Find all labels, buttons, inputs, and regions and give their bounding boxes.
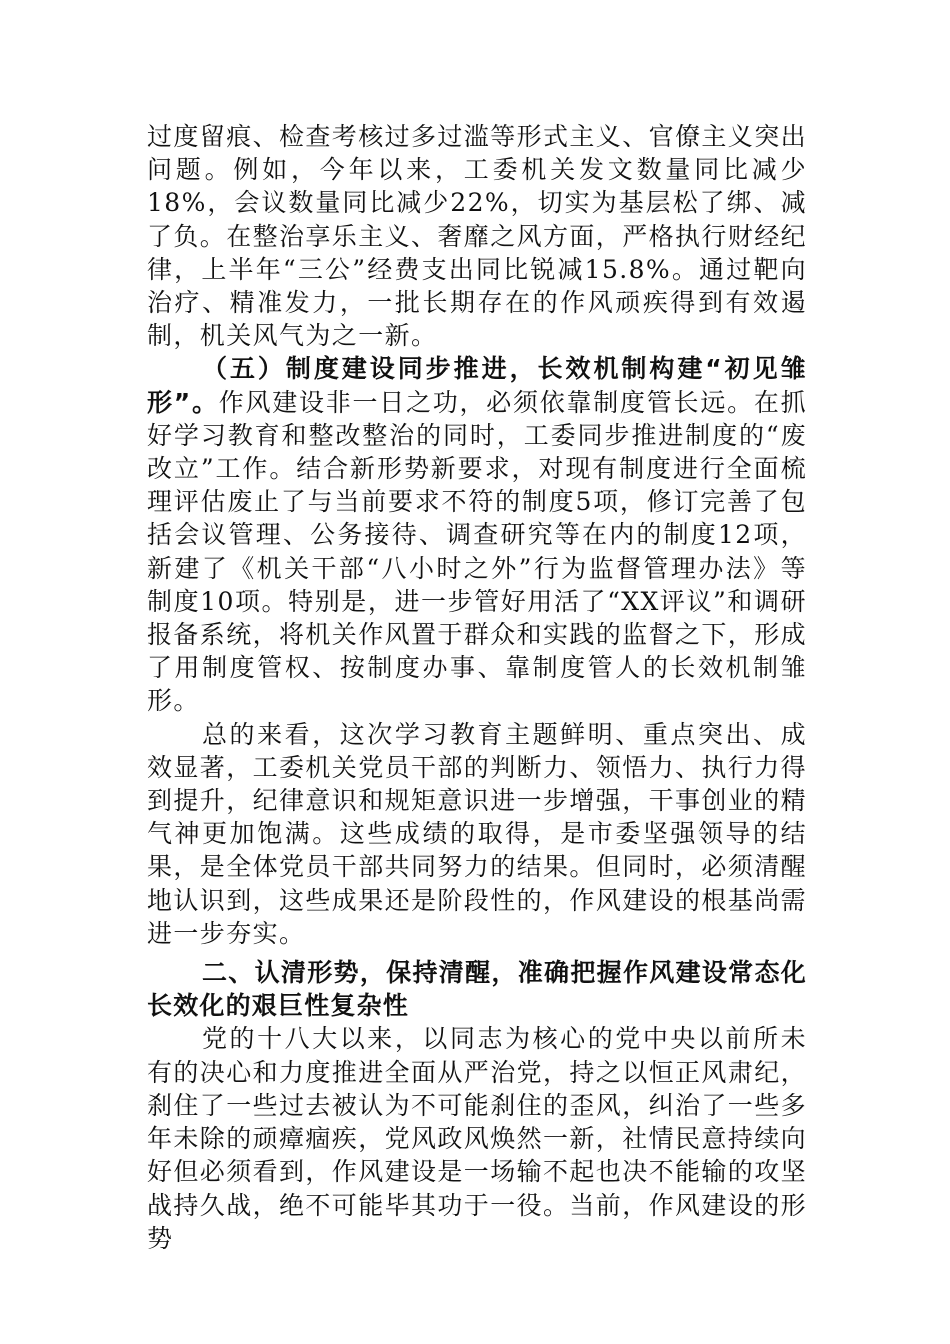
paragraph-institution-building — [147, 352, 807, 717]
section-heading-2: 二、认清形势，保持清醒，准确把握作风建设常态化长效化的艰巨性复杂性 — [147, 958, 807, 1021]
paragraph-lead-heading: （五）制度建设同步推进，长效机制构建“初见雏形”。 — [147, 354, 807, 417]
paragraph-formalism-results: 过度留痕、检查考核过多过滥等形式主义、官僚主义突出问题。例如，今年以来，工委机关发文数量同比减少18%，会议数量同比减少22%，切实为基层松了绑、减了负。在整治享乐主义、奢靡之风方面，严格执行财经纪律，上半年“三公”经费支出同比锐减15.8%。通过靶向治疗、精准发力，一批长期存在的作风顽疾得到有效遏制，机关风气为之一新。 — [147, 122, 808, 351]
document-body — [147, 120, 807, 1255]
paragraph-summary: 总的来看，这次学习教育主题鲜明、重点突出、成效显著，工委机关党员干部的判断力、领悟力、执行力得到提升，纪律意识和规矩意识进一步增强，干事创业的精气神更加饱满。这些成绩的取得，是市委坚强领导的结果，是全体党员干部共同努力的结果。但同时，必须清醒地认识到，这些成果还是阶段性的，作风建设的根基尚需进一步夯实。 — [147, 719, 808, 948]
paragraph-body-text: 作风建设非一日之功，必须依靠制度管长远。在抓好学习教育和整改整治的同时，工委同步推进制度的“废改立”工作。结合新形势新要求，对现有制度进行全面梳理评估废止了与当前要求不符的制度5项，修订完善了包括会议管理、公务接待、调查研究等在内的制度12项，新建了《机关干部“八小时之外”行为监督管理办法》等制度10项。特别是，进一步管好用活了“XX评议”和调研报备系统，将机关作风置于群众和实践的监督之下，形成了用制度管权、按制度办事、靠制度管人的长效机制雏形。 — [147, 387, 808, 716]
paragraph-situation: 党的十八大以来，以同志为核心的党中央以前所未有的决心和力度推进全面从严治党，持之以恒正风肃纪，刹住了一些过去被认为不可能刹住的歪风，纠治了一些多年未除的顽瘴痼疾，党风政风焕然一新，社情民意持续向好但必须看到，作风建设是一场输不起也决不能输的攻坚战持久战，绝不可能毕其功于一役。当前，作风建设的形势 — [147, 1024, 808, 1253]
